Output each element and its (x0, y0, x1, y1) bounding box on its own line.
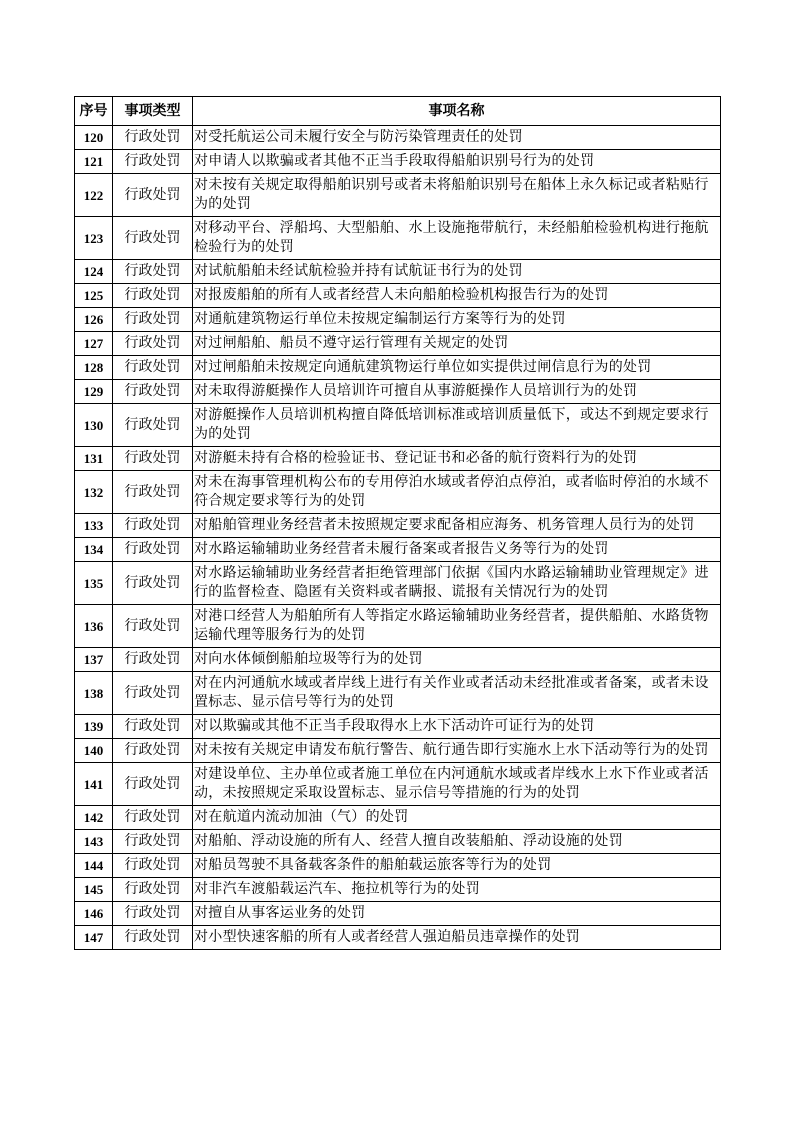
items-table (74, 96, 721, 950)
row-name: 对以欺骗或其他不正当手段取得水上水下活动许可证行为的处罚 (193, 715, 721, 739)
row-name: 对过闸船舶、船员不遵守运行管理有关规定的处罚 (193, 332, 721, 356)
row-type: 行政处罚 (113, 514, 193, 538)
row-type: 行政处罚 (113, 471, 193, 514)
row-number: 126 (75, 308, 113, 332)
table-row (75, 150, 721, 174)
row-type: 行政处罚 (113, 217, 193, 260)
row-name: 对游艇操作人员培训机构擅自降低培训标准或培训质量低下，或达不到规定要求行为的处罚 (193, 404, 721, 447)
row-name: 对报废船舶的所有人或者经营人未向船舶检验机构报告行为的处罚 (193, 284, 721, 308)
table-header-row (75, 97, 721, 126)
table-row (75, 854, 721, 878)
table-row (75, 174, 721, 217)
row-number: 143 (75, 830, 113, 854)
table-row (75, 471, 721, 514)
row-type: 行政处罚 (113, 126, 193, 150)
row-type: 行政处罚 (113, 648, 193, 672)
table-row (75, 538, 721, 562)
row-name: 对未在海事管理机构公布的专用停泊水域或者停泊点停泊，或者临时停泊的水域不符合规定要求等行为的处罚 (193, 471, 721, 514)
table-body (75, 126, 721, 950)
table-row (75, 332, 721, 356)
row-number: 142 (75, 806, 113, 830)
row-number: 147 (75, 926, 113, 950)
row-name: 对移动平台、浮船坞、大型船舶、水上设施拖带航行，未经船舶检验机构进行拖航检验行为的处罚 (193, 217, 721, 260)
row-name: 对船舶、浮动设施的所有人、经营人擅自改装船舶、浮动设施的处罚 (193, 830, 721, 854)
row-name: 对申请人以欺骗或者其他不正当手段取得船舶识别号行为的处罚 (193, 150, 721, 174)
row-name: 对非汽车渡船载运汽车、拖拉机等行为的处罚 (193, 878, 721, 902)
table-row (75, 308, 721, 332)
table-row (75, 356, 721, 380)
row-type: 行政处罚 (113, 672, 193, 715)
table-row (75, 648, 721, 672)
row-number: 133 (75, 514, 113, 538)
table-row (75, 830, 721, 854)
row-number: 120 (75, 126, 113, 150)
table-row (75, 260, 721, 284)
row-name: 对试航船舶未经试航检验并持有试航证书行为的处罚 (193, 260, 721, 284)
row-number: 145 (75, 878, 113, 902)
table-row (75, 902, 721, 926)
row-type: 行政处罚 (113, 763, 193, 806)
row-type: 行政处罚 (113, 605, 193, 648)
row-name: 对向水体倾倒船舶垃圾等行为的处罚 (193, 648, 721, 672)
row-name: 对未按有关规定申请发布航行警告、航行通告即行实施水上水下活动等行为的处罚 (193, 739, 721, 763)
row-number: 127 (75, 332, 113, 356)
row-number: 132 (75, 471, 113, 514)
table-row (75, 926, 721, 950)
row-number: 125 (75, 284, 113, 308)
row-name: 对受托航运公司未履行安全与防污染管理责任的处罚 (193, 126, 721, 150)
row-name: 对水路运输辅助业务经营者未履行备案或者报告义务等行为的处罚 (193, 538, 721, 562)
table-row (75, 763, 721, 806)
table-row (75, 562, 721, 605)
row-name: 对在内河通航水域或者岸线上进行有关作业或者活动未经批准或者备案，或者未设置标志、显示信号等行为的处罚 (193, 672, 721, 715)
row-type: 行政处罚 (113, 380, 193, 404)
row-type: 行政处罚 (113, 260, 193, 284)
table-row (75, 715, 721, 739)
table-row (75, 447, 721, 471)
row-type: 行政处罚 (113, 332, 193, 356)
row-type: 行政处罚 (113, 902, 193, 926)
row-number: 141 (75, 763, 113, 806)
table-row (75, 739, 721, 763)
table-row (75, 380, 721, 404)
row-type: 行政处罚 (113, 739, 193, 763)
row-type: 行政处罚 (113, 447, 193, 471)
header-name: 事项名称 (193, 97, 721, 126)
row-type: 行政处罚 (113, 878, 193, 902)
header-type: 事项类型 (113, 97, 193, 126)
row-number: 146 (75, 902, 113, 926)
row-number: 130 (75, 404, 113, 447)
row-type: 行政处罚 (113, 715, 193, 739)
row-type: 行政处罚 (113, 404, 193, 447)
row-number: 121 (75, 150, 113, 174)
table-row (75, 126, 721, 150)
row-name: 对未取得游艇操作人员培训许可擅自从事游艇操作人员培训行为的处罚 (193, 380, 721, 404)
row-name: 对船员驾驶不具备载客条件的船舶载运旅客等行为的处罚 (193, 854, 721, 878)
header-index: 序号 (75, 97, 113, 126)
table-row (75, 284, 721, 308)
row-type: 行政处罚 (113, 538, 193, 562)
table-row (75, 514, 721, 538)
row-type: 行政处罚 (113, 150, 193, 174)
row-number: 140 (75, 739, 113, 763)
row-name: 对建设单位、主办单位或者施工单位在内河通航水域或者岸线水上水下作业或者活动，未按照规定采取设置标志、显示信号等措施的行为的处罚 (193, 763, 721, 806)
row-name: 对通航建筑物运行单位未按规定编制运行方案等行为的处罚 (193, 308, 721, 332)
row-name: 对水路运输辅助业务经营者拒绝管理部门依据《国内水路运输辅助业管理规定》进行的监督检查、隐匿有关资料或者瞒报、谎报有关情况行为的处罚 (193, 562, 721, 605)
row-number: 124 (75, 260, 113, 284)
table-row (75, 806, 721, 830)
row-number: 129 (75, 380, 113, 404)
row-name: 对小型快速客船的所有人或者经营人强迫船员违章操作的处罚 (193, 926, 721, 950)
row-name: 对港口经营人为船舶所有人等指定水路运输辅助业务经营者，提供船舶、水路货物运输代理等服务行为的处罚 (193, 605, 721, 648)
row-type: 行政处罚 (113, 806, 193, 830)
row-type: 行政处罚 (113, 308, 193, 332)
row-type: 行政处罚 (113, 284, 193, 308)
row-number: 122 (75, 174, 113, 217)
row-number: 134 (75, 538, 113, 562)
row-number: 144 (75, 854, 113, 878)
table-row (75, 404, 721, 447)
row-number: 137 (75, 648, 113, 672)
row-number: 123 (75, 217, 113, 260)
row-name: 对船舶管理业务经营者未按照规定要求配备相应海务、机务管理人员行为的处罚 (193, 514, 721, 538)
row-type: 行政处罚 (113, 854, 193, 878)
table-row (75, 217, 721, 260)
row-name: 对在航道内流动加油（气）的处罚 (193, 806, 721, 830)
row-number: 136 (75, 605, 113, 648)
row-name: 对游艇未持有合格的检验证书、登记证书和必备的航行资料行为的处罚 (193, 447, 721, 471)
row-number: 131 (75, 447, 113, 471)
row-number: 128 (75, 356, 113, 380)
row-type: 行政处罚 (113, 356, 193, 380)
row-type: 行政处罚 (113, 562, 193, 605)
row-number: 138 (75, 672, 113, 715)
row-type: 行政处罚 (113, 174, 193, 217)
table-row (75, 605, 721, 648)
row-type: 行政处罚 (113, 926, 193, 950)
row-name: 对擅自从事客运业务的处罚 (193, 902, 721, 926)
row-name: 对过闸船舶未按规定向通航建筑物运行单位如实提供过闸信息行为的处罚 (193, 356, 721, 380)
row-name: 对未按有关规定取得船舶识别号或者未将船舶识别号在船体上永久标记或者粘贴行为的处罚 (193, 174, 721, 217)
row-number: 135 (75, 562, 113, 605)
table-row (75, 672, 721, 715)
row-type: 行政处罚 (113, 830, 193, 854)
table-row (75, 878, 721, 902)
row-number: 139 (75, 715, 113, 739)
